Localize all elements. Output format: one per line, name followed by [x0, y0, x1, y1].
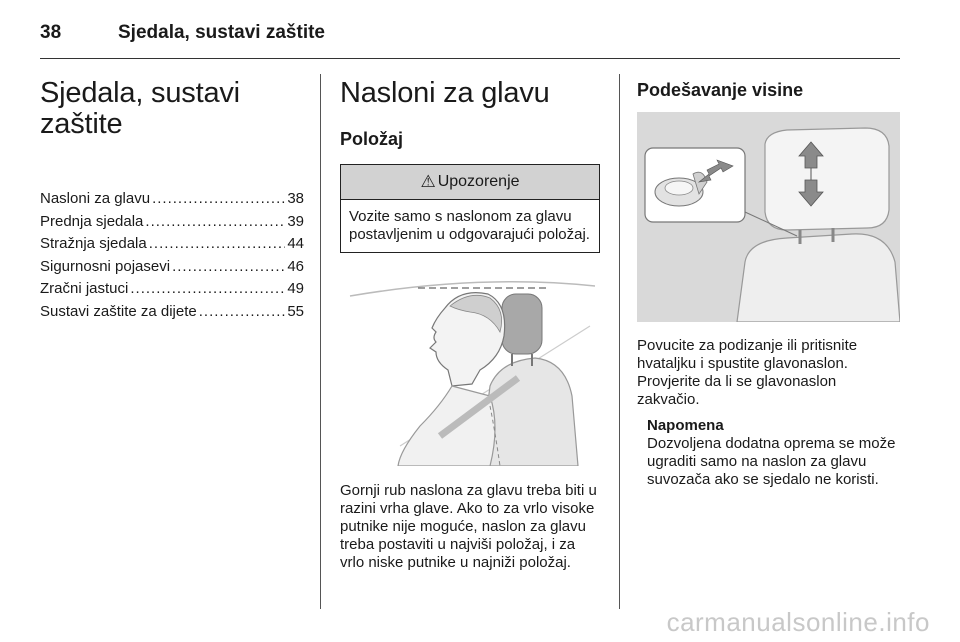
warning-box	[340, 164, 600, 253]
toc-entry[interactable]	[40, 278, 304, 301]
watermark: carmanualsonline.info	[666, 607, 930, 637]
note-text: Dozvoljena dodatna oprema se može ugraditi samo na naslon za glavu suvozača ako se sjedalo ne koristi.	[647, 435, 896, 488]
column-divider-right	[619, 74, 620, 609]
middle-column	[340, 70, 602, 572]
toc-entry[interactable]	[40, 188, 304, 211]
toc-leader	[172, 256, 285, 279]
toc-entry-page: 44	[287, 235, 304, 252]
height-adjustment-illustration	[637, 112, 900, 322]
toc-entry[interactable]	[40, 233, 304, 256]
section-title: Nasloni za glavu	[340, 77, 550, 109]
warning-icon: ⚠	[420, 172, 436, 191]
headrest-adjust-icon	[637, 112, 900, 322]
height-paragraph: Povucite za podizanje ili pritisnite hvataljku i spustite glavonaslon. Provjerite da li se glavonaslon zakvačio.	[637, 337, 858, 408]
warning-heading: Upozorenje	[437, 173, 520, 190]
note-title: Napomena	[647, 417, 724, 434]
toc-leader	[199, 301, 286, 324]
table-of-contents	[40, 188, 304, 323]
toc-leader	[152, 188, 285, 211]
toc-entry-page: 55	[287, 302, 304, 320]
column-divider-left	[320, 74, 321, 609]
toc-entry-label: Prednja sjedala	[40, 212, 144, 230]
toc-entry-label: Sustavi zaštite za dijete	[40, 302, 197, 320]
driver-headrest-icon	[340, 266, 602, 466]
toc-leader	[130, 278, 285, 301]
toc-entry-label: Nasloni za glavu	[40, 190, 151, 207]
page-number: 38	[40, 22, 62, 43]
position-paragraph: Gornji rub naslona za glavu treba biti u razini vrha glave. Ako to za vrlo visoke putnike nije moguće, naslon za glavu treba postaviti u najviši položaj, i za vrlo niske putnike u najniži položaj.	[340, 482, 597, 571]
toc-entry-label: Zračni jastuci	[40, 280, 129, 297]
toc-leader	[149, 233, 286, 256]
subsection-title-height: Podešavanje visine	[637, 80, 804, 100]
warning-text: Vozite samo s naslonom za glavu postavljenim u odgovarajući položaj.	[349, 208, 590, 243]
headrest-position-illustration	[340, 266, 602, 466]
toc-entry-page: 49	[287, 280, 304, 297]
right-column	[637, 70, 901, 489]
toc-leader	[145, 211, 285, 234]
chapter-header: Sjedala, sustavi zaštite	[118, 22, 325, 43]
warning-header	[341, 165, 599, 200]
toc-entry-page: 38	[287, 190, 304, 207]
toc-entry-label: Sigurnosni pojasevi	[40, 257, 171, 275]
toc-entry[interactable]	[40, 211, 304, 234]
header-rule	[40, 58, 900, 59]
note-block	[647, 417, 901, 489]
toc-entry-page: 39	[287, 212, 304, 230]
subsection-title-position: Položaj	[340, 129, 404, 149]
toc-entry[interactable]	[40, 301, 304, 324]
toc-entry-page: 46	[287, 257, 304, 275]
left-column	[40, 70, 304, 323]
chapter-title: Sjedala, sustavi zaštite	[40, 77, 240, 140]
toc-entry[interactable]	[40, 256, 304, 279]
toc-entry-label: Stražnja sjedala	[40, 235, 147, 252]
